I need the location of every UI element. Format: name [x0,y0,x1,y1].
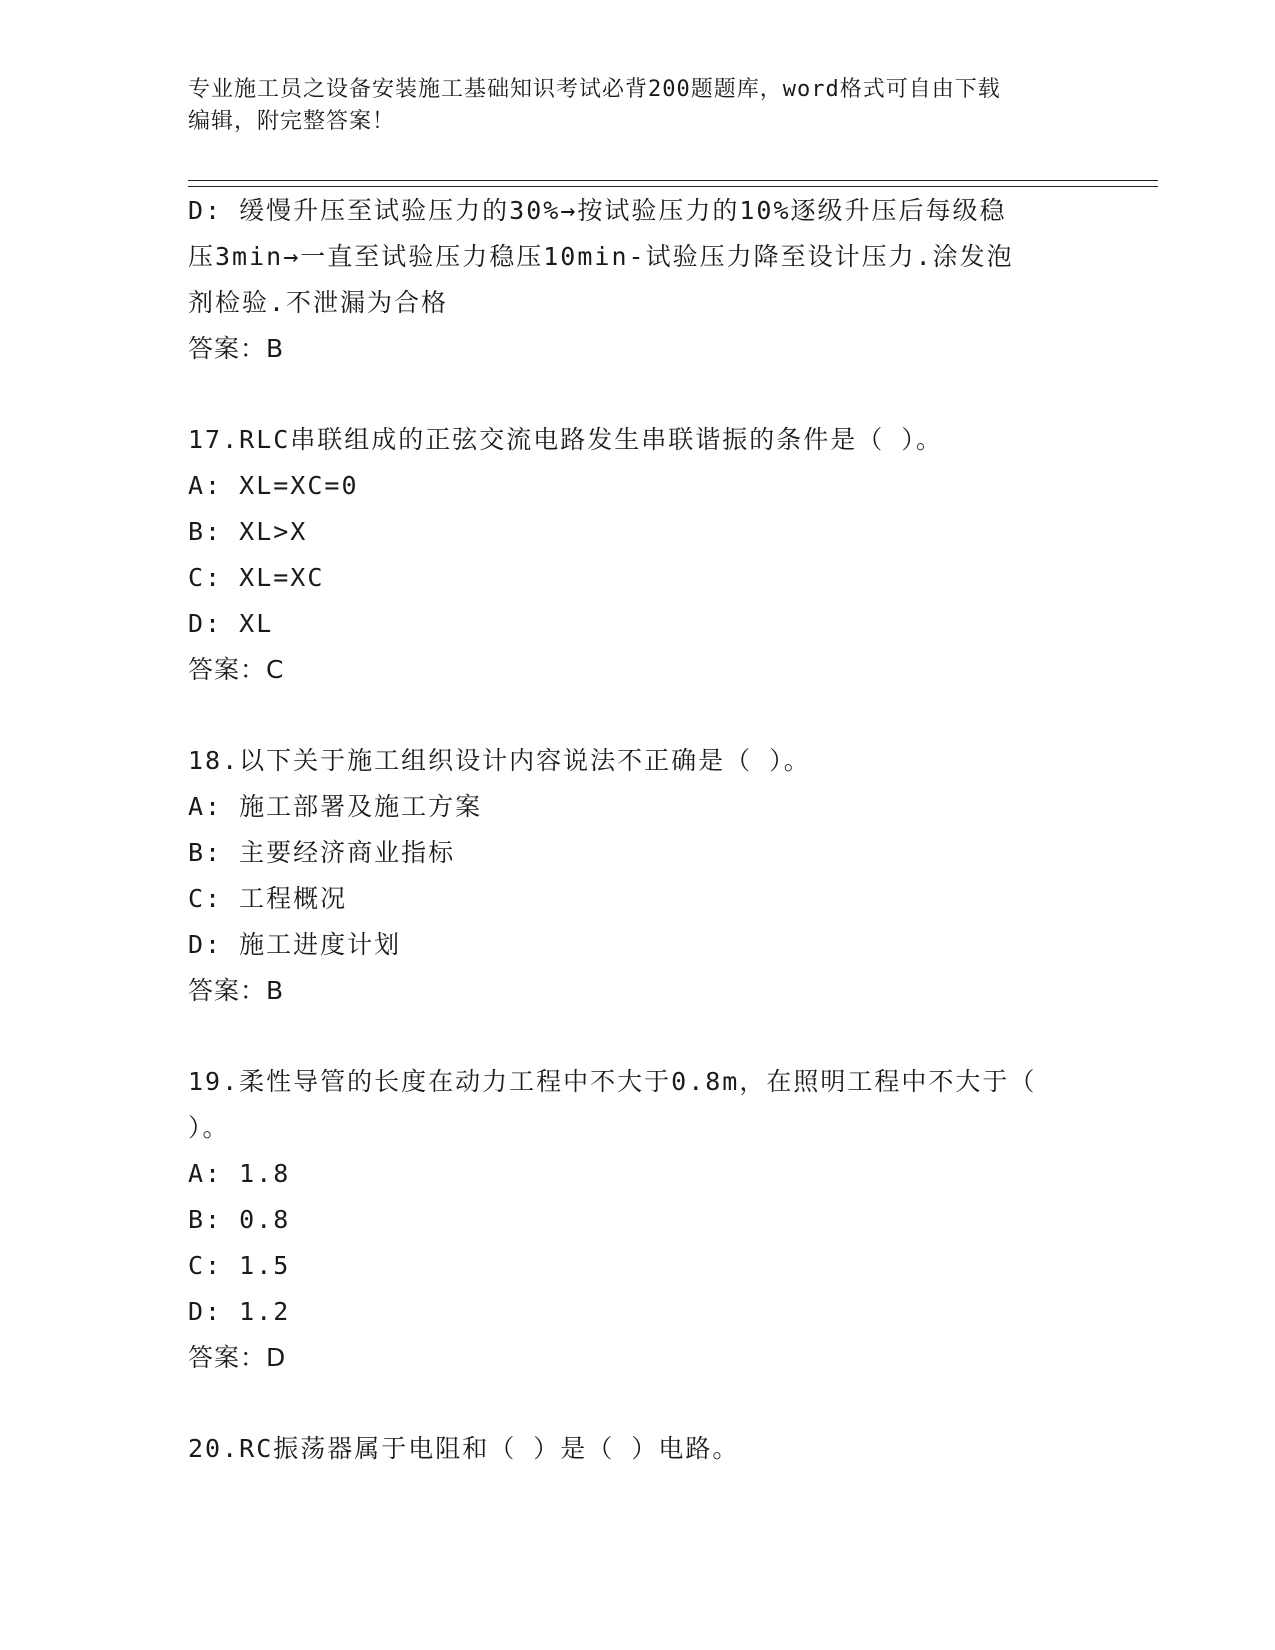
option-d: D: 1.2 [188,1297,291,1326]
page-header [188,74,1088,138]
question-20 [188,1426,1068,1472]
document-title-line-1: 专业施工员之设备安装施工基础知识考试必背200题题库，word格式可自由下载 [188,77,1001,102]
option-b: B: XL>X [188,517,308,546]
option-d-line: D: 缓慢升压至试验压力的30%→按试验压力的10%逐级升压后每级稳 [188,196,1007,225]
answer: 答案：C [188,655,285,684]
question-19 [188,1059,1068,1381]
question-stem: 18.以下关于施工组织设计内容说法不正确是（ ）。 [188,746,811,775]
question-stem: 20.RC振荡器属于电阻和（ ）是（ ）电路。 [188,1434,740,1463]
answer: 答案：D [188,1343,287,1372]
option-d-line: 剂检验.不泄漏为合格 [188,288,449,317]
option-d: D: 施工进度计划 [188,930,402,959]
option-c: C: XL=XC [188,563,325,592]
header-divider [188,180,1158,187]
option-c: C: 工程概况 [188,884,348,913]
question-18 [188,738,1068,1014]
spacer [188,1381,1068,1426]
question-stem: 19.柔性导管的长度在动力工程中不大于0.8m，在照明工程中不大于（ [188,1067,1037,1096]
question-17 [188,417,1068,693]
document-title-line-2: 编辑，附完整答案！ [188,109,396,134]
question-stem: 17.RLC串联组成的正弦交流电路发生串联谐振的条件是（ ）。 [188,425,943,454]
option-d-line: 压3min→一直至试验压力稳压10min-试验压力降至设计压力.涂发泡 [188,242,1014,271]
spacer [188,372,1068,417]
option-b: B: 0.8 [188,1205,291,1234]
spacer [188,1014,1068,1059]
option-a: A: XL=XC=0 [188,471,359,500]
option-a: A: 1.8 [188,1159,291,1188]
option-a: A: 施工部署及施工方案 [188,792,483,821]
answer: 答案：B [188,334,285,363]
question-16-tail [188,188,1068,372]
question-list [188,188,1068,1472]
option-b: B: 主要经济商业指标 [188,838,456,867]
option-d: D: XL [188,609,274,638]
answer: 答案：B [188,976,285,1005]
spacer [188,693,1068,738]
option-c: C: 1.5 [188,1251,291,1280]
question-stem: ）。 [188,1113,230,1142]
